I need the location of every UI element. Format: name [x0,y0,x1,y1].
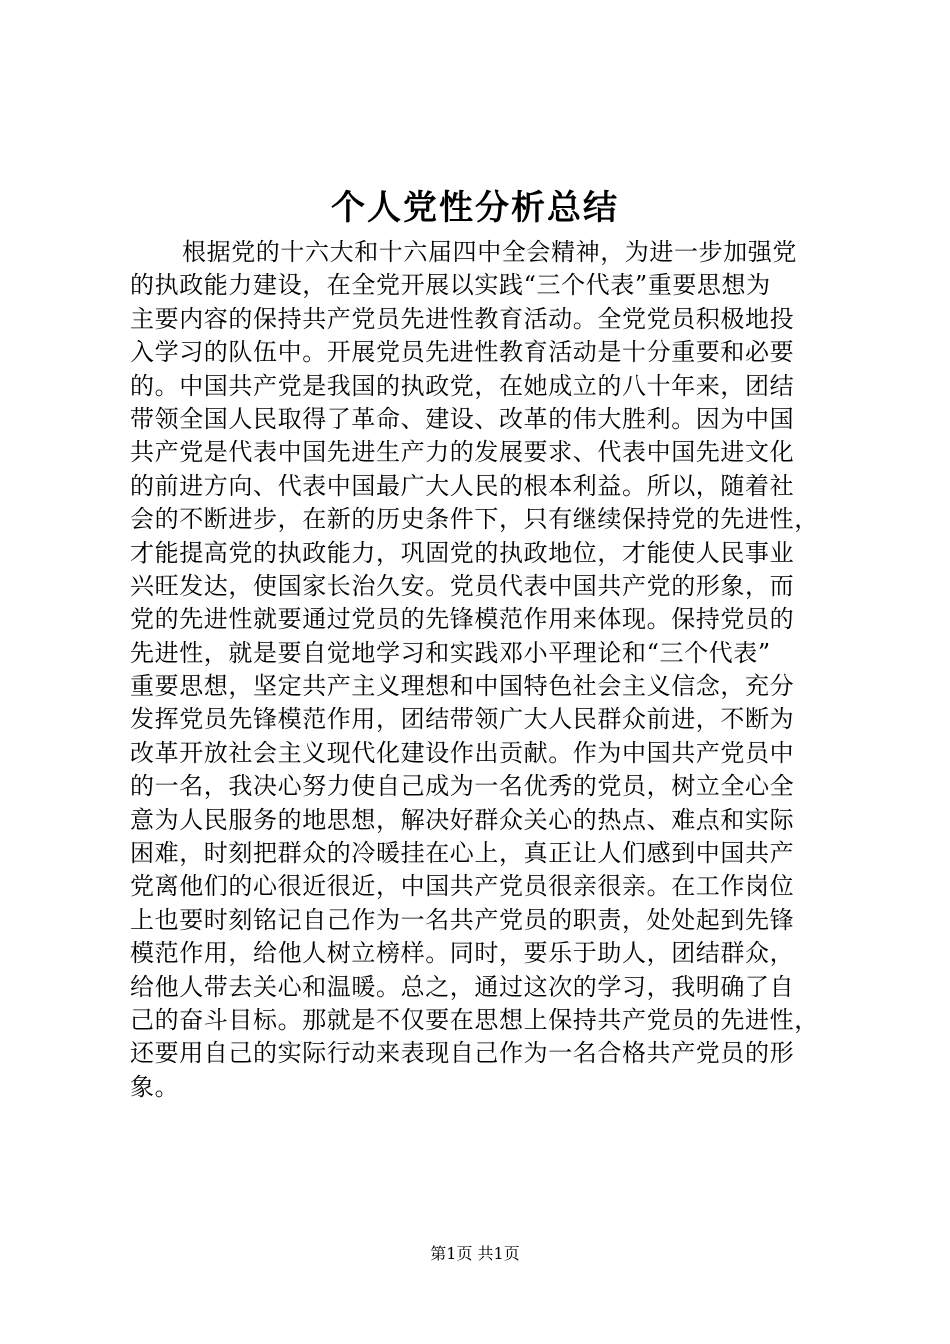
body-line: 上也要时刻铭记自己作为一名共产党员的职责，处处起到先锋 [130,905,795,934]
body-line: 党的先进性就要通过党员的先锋模范作用来体现。保持党员的 [130,605,795,634]
document-title: 个人党性分析总结 [331,188,619,228]
page-footer: 第1页 共1页 [430,1244,520,1263]
body-line: 的。中国共产党是我国的执政党，在她成立的八十年来，团结 [130,371,795,400]
body-line: 发挥党员先锋模范作用，团结带领广大人民群众前进，不断为 [130,705,795,734]
body-line: 的一名，我决心努力使自己成为一名优秀的党员，树立全心全 [130,772,795,801]
body-line: 的执政能力建设，在全党开展以实践“三个代表”重要思想为 [130,271,771,300]
body-line: 会的不断进步，在新的历史条件下，只有继续保持党的先进性， [130,505,819,534]
body-line: 己的奋斗目标。那就是不仅要在思想上保持共产党员的先进性， [130,1005,819,1034]
body-line: 先进性，就是要自觉地学习和实践邓小平理论和“三个代表” [130,638,771,667]
body-line: 带领全国人民取得了革命、建设、改革的伟大胜利。因为中国 [130,404,795,433]
body-line: 重要思想，坚定共产主义理想和中国特色社会主义信念，充分 [130,672,795,701]
body-line: 象。 [130,1072,180,1101]
body-line: 意为人民服务的地思想，解决好群众关心的热点、难点和实际 [130,805,795,834]
body-line: 共产党是代表中国先进生产力的发展要求、代表中国先进文化 [130,438,795,467]
body-line: 主要内容的保持共产党员先进性教育活动。全党党员积极地投 [130,304,795,333]
body-line: 才能提高党的执政能力，巩固党的执政地位，才能使人民事业 [130,538,795,567]
body-line: 党离他们的心很近很近，中国共产党员很亲很亲。在工作岗位 [130,872,795,901]
body-line: 的前进方向、代表中国最广大人民的根本利益。所以，随着社 [130,471,795,500]
body-line: 兴旺发达，使国家长治久安。党员代表中国共产党的形象，而 [130,571,795,600]
body-line: 入学习的队伍中。开展党员先进性教育活动是十分重要和必要 [130,338,795,367]
body-line: 还要用自己的实际行动来表现自己作为一名合格共产党员的形 [130,1039,795,1068]
body-line: 模范作用，给他人树立榜样。同时，要乐于助人，团结群众， [130,939,795,968]
body-line: 根据党的十六大和十六届四中全会精神，为进一步加强党 [182,238,797,266]
body-line: 困难，时刻把群众的冷暖挂在心上，真正让人们感到中国共产 [130,839,795,868]
document-body [130,236,830,1104]
body-line: 改革开放社会主义现代化建设作出贡献。作为中国共产党员中 [130,738,795,767]
body-line: 给他人带去关心和温暖。总之，通过这次的学习，我明确了自 [130,972,795,1001]
